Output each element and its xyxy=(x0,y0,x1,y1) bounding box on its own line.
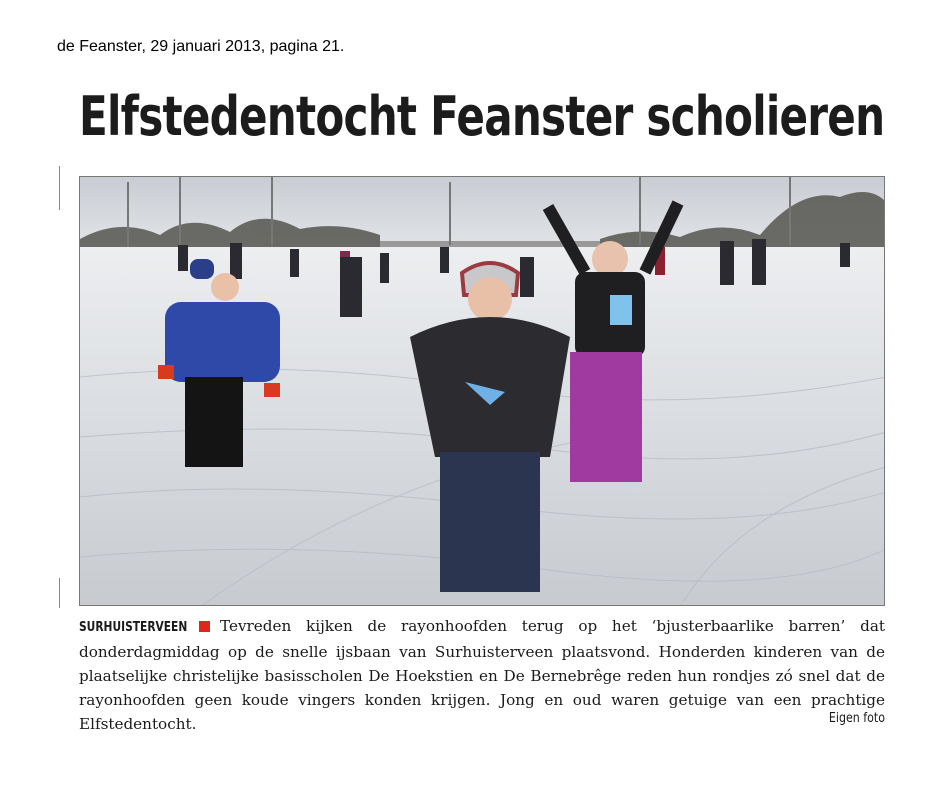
caption-text: Tevreden kijken de rayonhoofden terug op het ‘bjusterbaarlike barren’ dat donderdagmiddag op de snelle ijsbaan van Surhuisterveen plaatsvond. Honderden kinderen van de plaatselijke christelijke basisscholen De Hoekstien en De Bernebrêge reden hun rondjes zó snel dat de rayonhoofden geen koude vingers konden krijgen. Jong en oud waren getuige van een prachtige Elfstedentocht. xyxy=(79,617,885,733)
caption-place: SURHUISTERVEEN xyxy=(79,620,188,635)
photo-credit: Eigen foto xyxy=(828,711,885,726)
source-line: de Feanster, 29 januari 2013, pagina 21. xyxy=(57,38,345,55)
caption-marker xyxy=(199,621,210,632)
photo-skaters-on-ice xyxy=(79,176,885,606)
margin-tick-top xyxy=(59,166,60,210)
photo-caption xyxy=(79,614,885,736)
headline: Elfstedentocht Feanster scholieren xyxy=(79,85,885,148)
margin-tick-bottom xyxy=(59,578,60,608)
